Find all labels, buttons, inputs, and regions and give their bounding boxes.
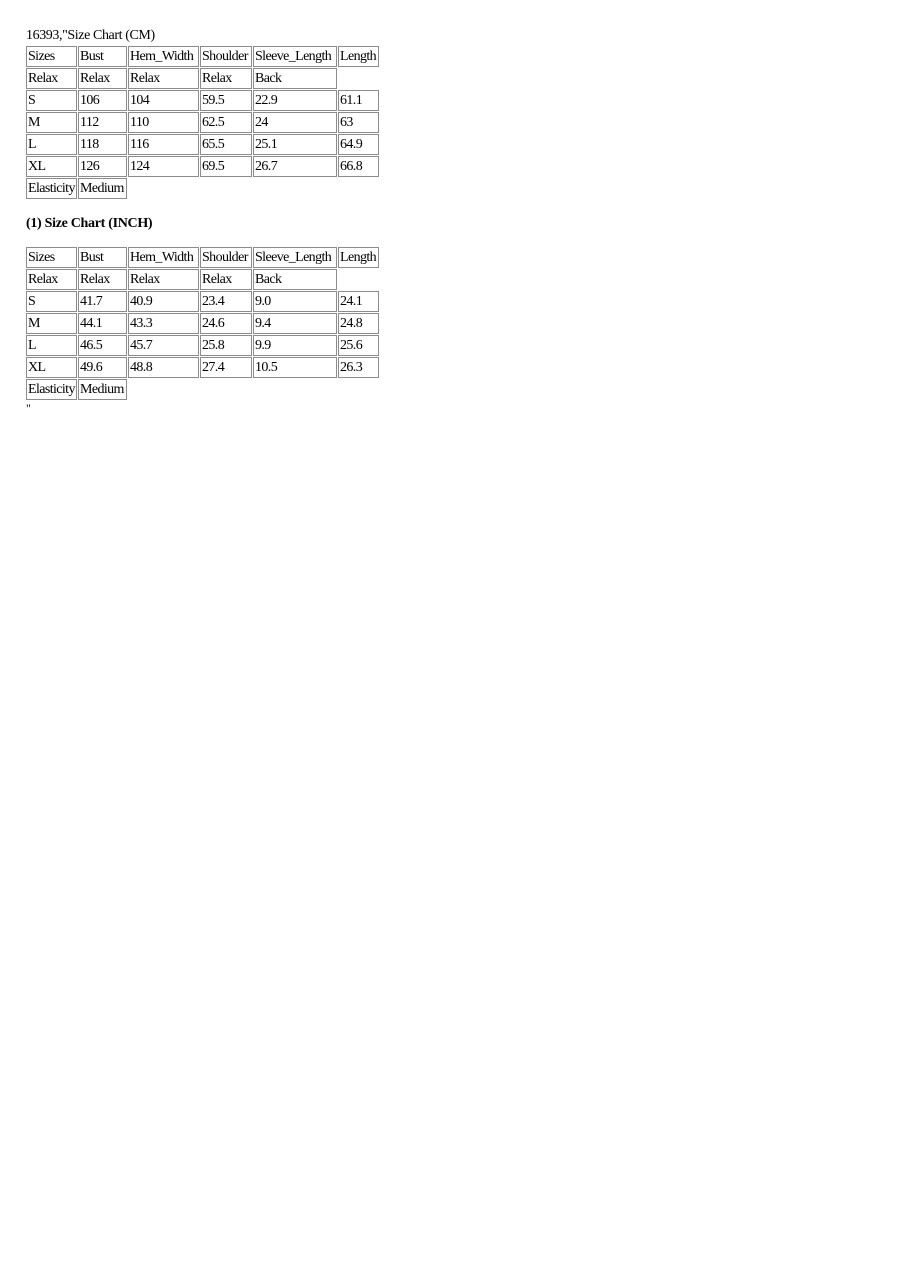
table-row [26,291,379,312]
table-cell: Back [253,269,337,290]
fit-row [26,68,379,89]
table-cell: 24.1 [338,291,379,312]
empty-cell [128,379,199,400]
table-cell: 9.4 [253,313,337,334]
empty-cell [338,178,379,199]
table-cell: 23.4 [200,291,252,312]
table-header-row [26,247,379,268]
table-cell: 25.6 [338,335,379,356]
empty-cell [338,379,379,400]
cm-size-chart-heading: 16393,"Size Chart (CM) [26,28,155,43]
header-cell: Hem_Width [128,46,199,67]
table-cell: S [26,90,77,111]
table-cell: 59.5 [200,90,252,111]
table-cell: 26.3 [338,357,379,378]
document-page [26,27,380,415]
table-cell: 10.5 [253,357,337,378]
header-cell: Shoulder [200,247,252,268]
empty-cell [200,379,252,400]
table-cell: Back [253,68,337,89]
table-cell: Relax [78,269,127,290]
inch-size-table [25,246,380,401]
header-cell: Length [338,247,379,268]
header-cell: Sizes [26,247,77,268]
empty-cell [253,379,337,400]
table-row [26,156,379,177]
table-cell: 69.5 [200,156,252,177]
table-cell: 62.5 [200,112,252,133]
header-cell: Shoulder [200,46,252,67]
table-cell: 24 [253,112,337,133]
table-cell: S [26,291,77,312]
table-cell: 46.5 [78,335,127,356]
table-cell: 22.9 [253,90,337,111]
table-cell: 118 [78,134,127,155]
table-cell: 44.1 [78,313,127,334]
table-cell: 49.6 [78,357,127,378]
table-cell: 24.6 [200,313,252,334]
table-cell: 126 [78,156,127,177]
table-row [26,90,379,111]
table-cell: 110 [128,112,199,133]
closing-quote-text: " [26,401,31,415]
table-cell: 63 [338,112,379,133]
table-cell: 104 [128,90,199,111]
table-cell: 48.8 [128,357,199,378]
table-header-row [26,46,379,67]
header-cell: Length [338,46,379,67]
table-cell: XL [26,156,77,177]
table-cell: M [26,112,77,133]
empty-cell [200,178,252,199]
table-cell: 26.7 [253,156,337,177]
elasticity-row [26,379,379,400]
table-cell: 25.8 [200,335,252,356]
empty-cell [128,178,199,199]
table-cell: 106 [78,90,127,111]
table-row [26,357,379,378]
table-cell: Elasticity [26,178,77,199]
table-cell: 66.8 [338,156,379,177]
fit-row [26,269,379,290]
table-cell: Relax [200,68,252,89]
table-cell: Relax [200,269,252,290]
table-cell: Relax [128,68,199,89]
table-cell: 124 [128,156,199,177]
empty-cell [253,178,337,199]
header-cell: Hem_Width [128,247,199,268]
header-cell: Sleeve_Length [253,46,337,67]
table-row [26,335,379,356]
table-cell: 116 [128,134,199,155]
table-cell: Medium [78,379,127,400]
table-cell: 41.7 [78,291,127,312]
table-row [26,112,379,133]
table-cell: 45.7 [128,335,199,356]
table-cell: Medium [78,178,127,199]
table-cell: Relax [78,68,127,89]
table-row [26,313,379,334]
table-cell: Relax [128,269,199,290]
table-cell: Relax [26,269,77,290]
table-cell: 61.1 [338,90,379,111]
empty-cell [338,269,379,290]
table-cell: L [26,134,77,155]
header-cell: Sleeve_Length [253,247,337,268]
table-row [26,134,379,155]
table-cell: 27.4 [200,357,252,378]
elasticity-row [26,178,379,199]
table-cell: 112 [78,112,127,133]
table-cell: Relax [26,68,77,89]
table-cell: M [26,313,77,334]
table-cell: XL [26,357,77,378]
table-cell: L [26,335,77,356]
table-cell: 65.5 [200,134,252,155]
header-cell: Sizes [26,46,77,67]
table-cell: 43.3 [128,313,199,334]
header-cell: Bust [78,247,127,268]
cm-size-table [25,45,380,200]
inch-size-chart-heading: (1) Size Chart (INCH) [26,216,153,231]
table-cell: 64.9 [338,134,379,155]
table-cell: 9.9 [253,335,337,356]
table-cell: Elasticity [26,379,77,400]
table-cell: 24.8 [338,313,379,334]
empty-cell [338,68,379,89]
table-cell: 25.1 [253,134,337,155]
table-cell: 40.9 [128,291,199,312]
header-cell: Bust [78,46,127,67]
table-cell: 9.0 [253,291,337,312]
